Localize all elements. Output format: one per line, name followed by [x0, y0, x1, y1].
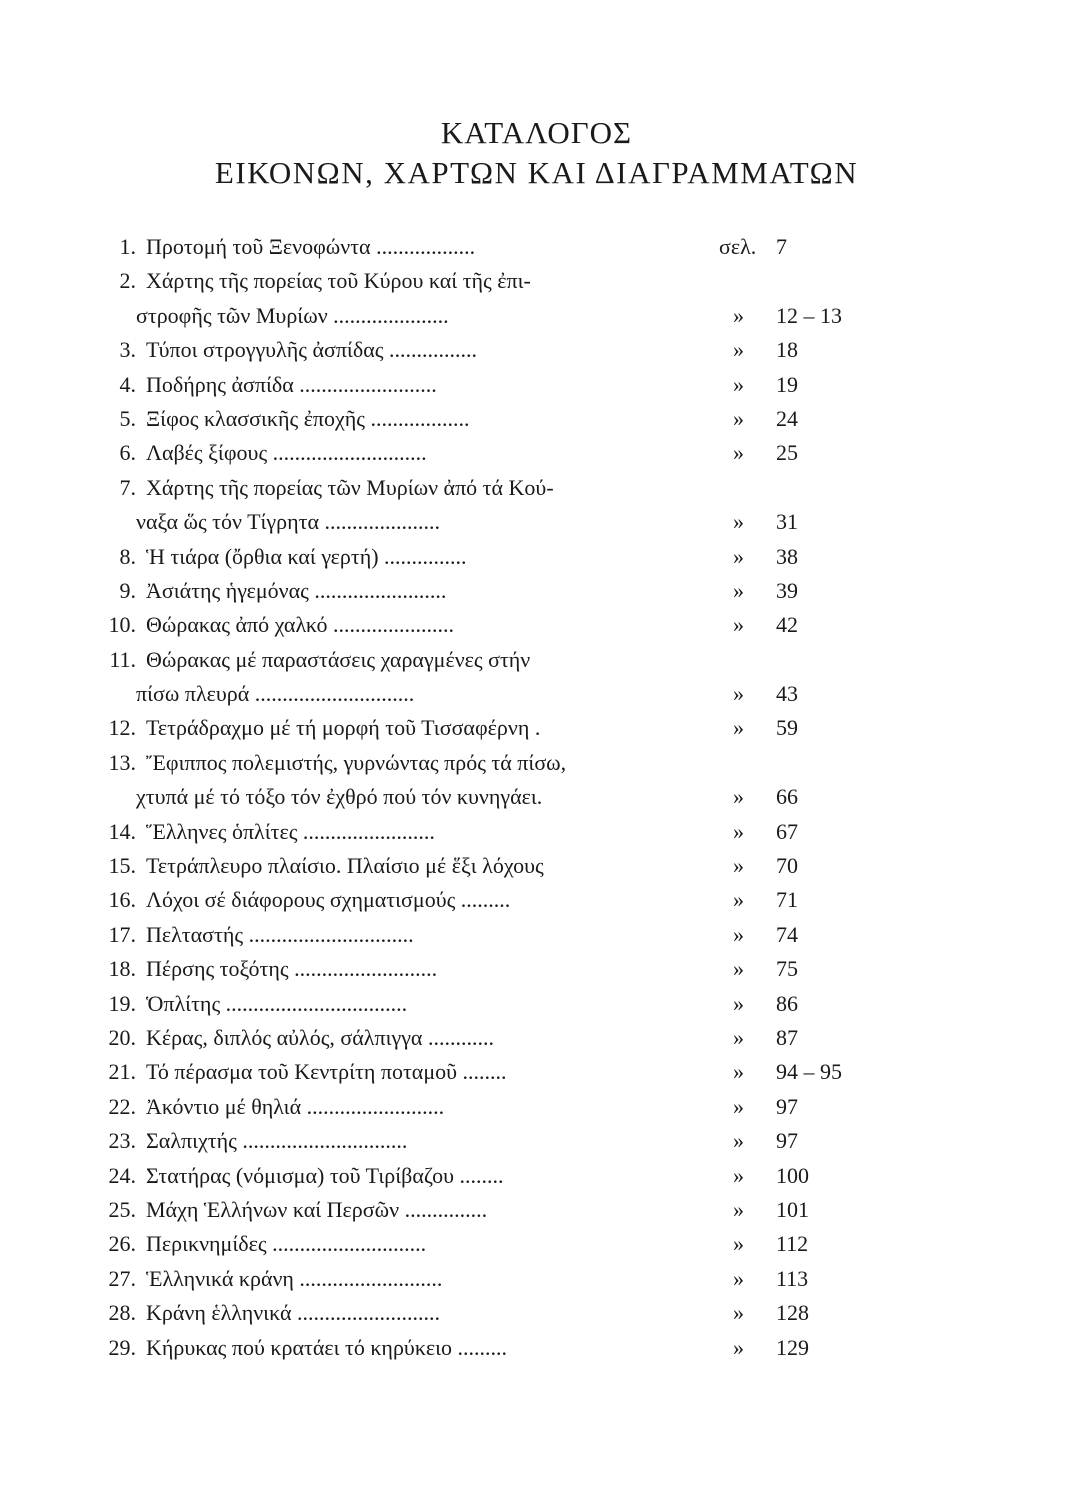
page-marker: » — [733, 887, 744, 913]
item-title: Πελταστής .............................. — [146, 921, 414, 947]
list-item — [0, 643, 1073, 677]
page-marker: » — [733, 1059, 744, 1085]
list-item — [0, 1227, 1073, 1261]
page-marker: » — [733, 715, 744, 741]
list-item — [0, 987, 1073, 1021]
item-number: 9. — [119, 577, 136, 603]
item-number: 27. — [108, 1265, 136, 1291]
item-number: 23. — [108, 1128, 136, 1154]
page-number: 24 — [776, 405, 798, 431]
list-item — [0, 436, 1073, 470]
list-item — [0, 918, 1073, 952]
page-number: 74 — [776, 921, 798, 947]
item-title: Ὁπλίτης ................................. — [146, 990, 408, 1016]
list-item — [0, 952, 1073, 986]
list-item — [0, 1159, 1073, 1193]
page-marker: » — [733, 1024, 744, 1050]
item-title: Κήρυκας πού κρατάει τό κηρύκειο ......... — [146, 1334, 508, 1360]
item-number: 17. — [108, 921, 136, 947]
page-number: 25 — [776, 440, 798, 466]
page-number: 19 — [776, 371, 798, 397]
item-number: 26. — [108, 1231, 136, 1257]
page-marker: » — [733, 1162, 744, 1188]
item-number: 19. — [108, 990, 136, 1016]
item-number: 11. — [109, 646, 136, 672]
list-item — [0, 540, 1073, 574]
item-title: Θώρακας ἀπό χαλκό ...................... — [146, 612, 455, 638]
page-marker: » — [733, 1334, 744, 1360]
page-number: 128 — [776, 1300, 809, 1326]
item-number: 28. — [108, 1300, 136, 1326]
list-item — [0, 849, 1073, 883]
page-marker: » — [733, 440, 744, 466]
page-number: 94 – 95 — [776, 1059, 842, 1085]
page-marker: » — [733, 853, 744, 879]
list-item — [0, 608, 1073, 642]
item-title: Ξίφος κλασσικῆς ἐποχῆς .................. — [146, 405, 470, 431]
page-marker: » — [733, 681, 744, 707]
list-item — [0, 883, 1073, 917]
item-number: 2. — [119, 268, 136, 294]
page-number: 70 — [776, 853, 798, 879]
page-marker: » — [733, 1265, 744, 1291]
page-number: 71 — [776, 887, 798, 913]
item-title: Ἀκόντιο μέ θηλιά ......................... — [146, 1093, 445, 1119]
list-item-continuation — [0, 677, 1073, 711]
list-item — [0, 746, 1073, 780]
page-number: 12 – 13 — [776, 302, 842, 328]
item-title: Λαβές ξίφους ............................ — [146, 440, 427, 466]
page-number: 38 — [776, 543, 798, 569]
page-marker: » — [733, 990, 744, 1016]
catalog-subtitle: ΕΙΚΟΝΩΝ, ΧΑΡΤΩΝ ΚΑΙ ΔΙΑΓΡΑΜΜΑΤΩΝ — [214, 155, 859, 190]
item-title: Ἕλληνες ὁπλίτες ........................ — [146, 818, 435, 844]
page-marker: » — [733, 956, 744, 982]
item-title: Πέρσης τοξότης .......................... — [146, 956, 438, 982]
item-title: Μάχη Ἑλλήνων καί Περσῶν ............... — [146, 1196, 488, 1222]
item-number: 29. — [108, 1334, 136, 1360]
item-title: Λόχοι σέ διάφορους σχηματισμούς ......... — [146, 887, 511, 913]
item-number: 7. — [119, 474, 136, 500]
page-number: 59 — [776, 715, 798, 741]
item-title: ναξα ὥς τόν Τίγρητα ..................... — [136, 509, 441, 535]
list-item — [0, 1262, 1073, 1296]
item-title: Τό πέρασμα τοῦ Κεντρίτη ποταμοῦ ........ — [146, 1059, 507, 1085]
item-number: 5. — [119, 405, 136, 431]
page-marker: » — [733, 543, 744, 569]
item-number: 25. — [108, 1196, 136, 1222]
list-item-continuation — [0, 505, 1073, 539]
item-title: Περικνημίδες ............................ — [146, 1231, 427, 1257]
list-item-continuation — [0, 780, 1073, 814]
list-item — [0, 264, 1073, 298]
page-marker: » — [733, 921, 744, 947]
list-item — [0, 1331, 1073, 1365]
item-title: Τετράδραχμο μέ τή μορφή τοῦ Τισσαφέρνη . — [146, 715, 541, 741]
page-marker: » — [733, 1196, 744, 1222]
item-title: στροφῆς τῶν Μυρίων ..................... — [136, 302, 449, 328]
page-number: 43 — [776, 681, 798, 707]
list-item — [0, 1055, 1073, 1089]
item-title: Στατήρας (νόμισμα) τοῦ Τιρίβαζου ........ — [146, 1162, 504, 1188]
item-title: Ποδήρης ἀσπίδα ......................... — [146, 371, 437, 397]
list-item — [0, 711, 1073, 745]
item-number: 18. — [108, 956, 136, 982]
page-marker: » — [733, 1128, 744, 1154]
item-title: Κράνη ἑλληνικά .......................... — [146, 1300, 441, 1326]
item-number: 6. — [119, 440, 136, 466]
item-title: Ἡ τιάρα (ὄρθια καί γερτή) ............... — [146, 543, 467, 569]
item-number: 16. — [108, 887, 136, 913]
item-number: 3. — [119, 337, 136, 363]
page-number: 66 — [776, 784, 798, 810]
page-number: 67 — [776, 818, 798, 844]
page-number: 31 — [776, 509, 798, 535]
item-title: Τύποι στρογγυλῆς ἀσπίδας ................ — [146, 337, 477, 363]
item-number: 10. — [108, 612, 136, 638]
page-marker: » — [733, 577, 744, 603]
item-title: Θώρακας μέ παραστάσεις χαραγμένες στήν — [146, 646, 531, 672]
item-number: 8. — [119, 543, 136, 569]
list-item — [0, 1296, 1073, 1330]
page-marker: » — [733, 612, 744, 638]
page-number: 129 — [776, 1334, 809, 1360]
item-title: Χάρτης τῆς πορείας τῶν Μυρίων ἀπό τά Κού- — [146, 474, 554, 500]
list-item — [0, 368, 1073, 402]
item-number: 4. — [119, 371, 136, 397]
page-number: 87 — [776, 1024, 798, 1050]
page-number: 100 — [776, 1162, 809, 1188]
item-title: Προτομή τοῦ Ξενοφώντα .................. — [146, 234, 476, 259]
page-number: 101 — [776, 1196, 809, 1222]
list-item — [0, 1124, 1073, 1158]
page-marker: » — [733, 818, 744, 844]
list-item — [0, 402, 1073, 436]
item-number: 15. — [108, 853, 136, 879]
page-number: 42 — [776, 612, 798, 638]
list-item — [0, 1090, 1073, 1124]
item-number: 14. — [108, 818, 136, 844]
item-number: 22. — [108, 1093, 136, 1119]
page-number: 7 — [776, 234, 787, 259]
item-title: Ἔφιππος πολεμιστής, γυρνώντας πρός τά πίσω, — [146, 749, 567, 775]
page-number: 75 — [776, 956, 798, 982]
item-title: Τετράπλευρο πλαίσιο. Πλαίσιο μέ ἕξι λόχους — [146, 853, 544, 879]
page-marker: » — [733, 371, 744, 397]
page-marker: » — [733, 302, 744, 328]
item-number: 12. — [108, 715, 136, 741]
list-item — [0, 471, 1073, 505]
page-marker: σελ. — [719, 234, 757, 259]
page-marker: » — [733, 1093, 744, 1119]
item-number: 24. — [108, 1162, 136, 1188]
page-number: 86 — [776, 990, 798, 1016]
list-item — [0, 230, 1073, 264]
page-number: 113 — [776, 1265, 809, 1291]
page-marker: » — [733, 405, 744, 431]
item-title: χτυπά μέ τό τόξο τόν ἐχθρό πού τόν κυνηγάει. — [136, 784, 543, 810]
item-title: Ἑλληνικά κράνη .......................... — [146, 1265, 443, 1291]
page-marker: » — [733, 337, 744, 363]
page-marker: » — [733, 784, 744, 810]
item-number: 13. — [108, 749, 136, 775]
item-title: Χάρτης τῆς πορείας τοῦ Κύρου καί τῆς ἐπι- — [146, 268, 531, 294]
catalog-title: ΚΑΤΑΛΟΓΟΣ — [440, 115, 633, 150]
list-item — [0, 333, 1073, 367]
page-number: 97 — [776, 1128, 798, 1154]
item-title: Κέρας, διπλός αὐλός, σάλπιγγα ............ — [146, 1024, 494, 1050]
page-number: 18 — [776, 337, 798, 363]
illustrations-list — [0, 230, 1073, 1365]
page-marker: » — [733, 509, 744, 535]
list-item — [0, 815, 1073, 849]
item-number: 1. — [119, 234, 136, 259]
page-number: 112 — [776, 1231, 809, 1257]
list-item — [0, 1193, 1073, 1227]
page-number: 39 — [776, 577, 798, 603]
item-title: Σαλπιχτής .............................. — [146, 1128, 408, 1154]
page-marker: » — [733, 1231, 744, 1257]
list-item — [0, 574, 1073, 608]
page-number: 97 — [776, 1093, 798, 1119]
item-number: 20. — [108, 1024, 136, 1050]
item-title: πίσω πλευρά ............................. — [136, 681, 415, 707]
item-title: Ἀσιάτης ἡγεμόνας ........................ — [146, 577, 447, 603]
item-number: 21. — [108, 1059, 136, 1085]
page-marker: » — [733, 1300, 744, 1326]
list-item-continuation — [0, 299, 1073, 333]
list-item — [0, 1021, 1073, 1055]
